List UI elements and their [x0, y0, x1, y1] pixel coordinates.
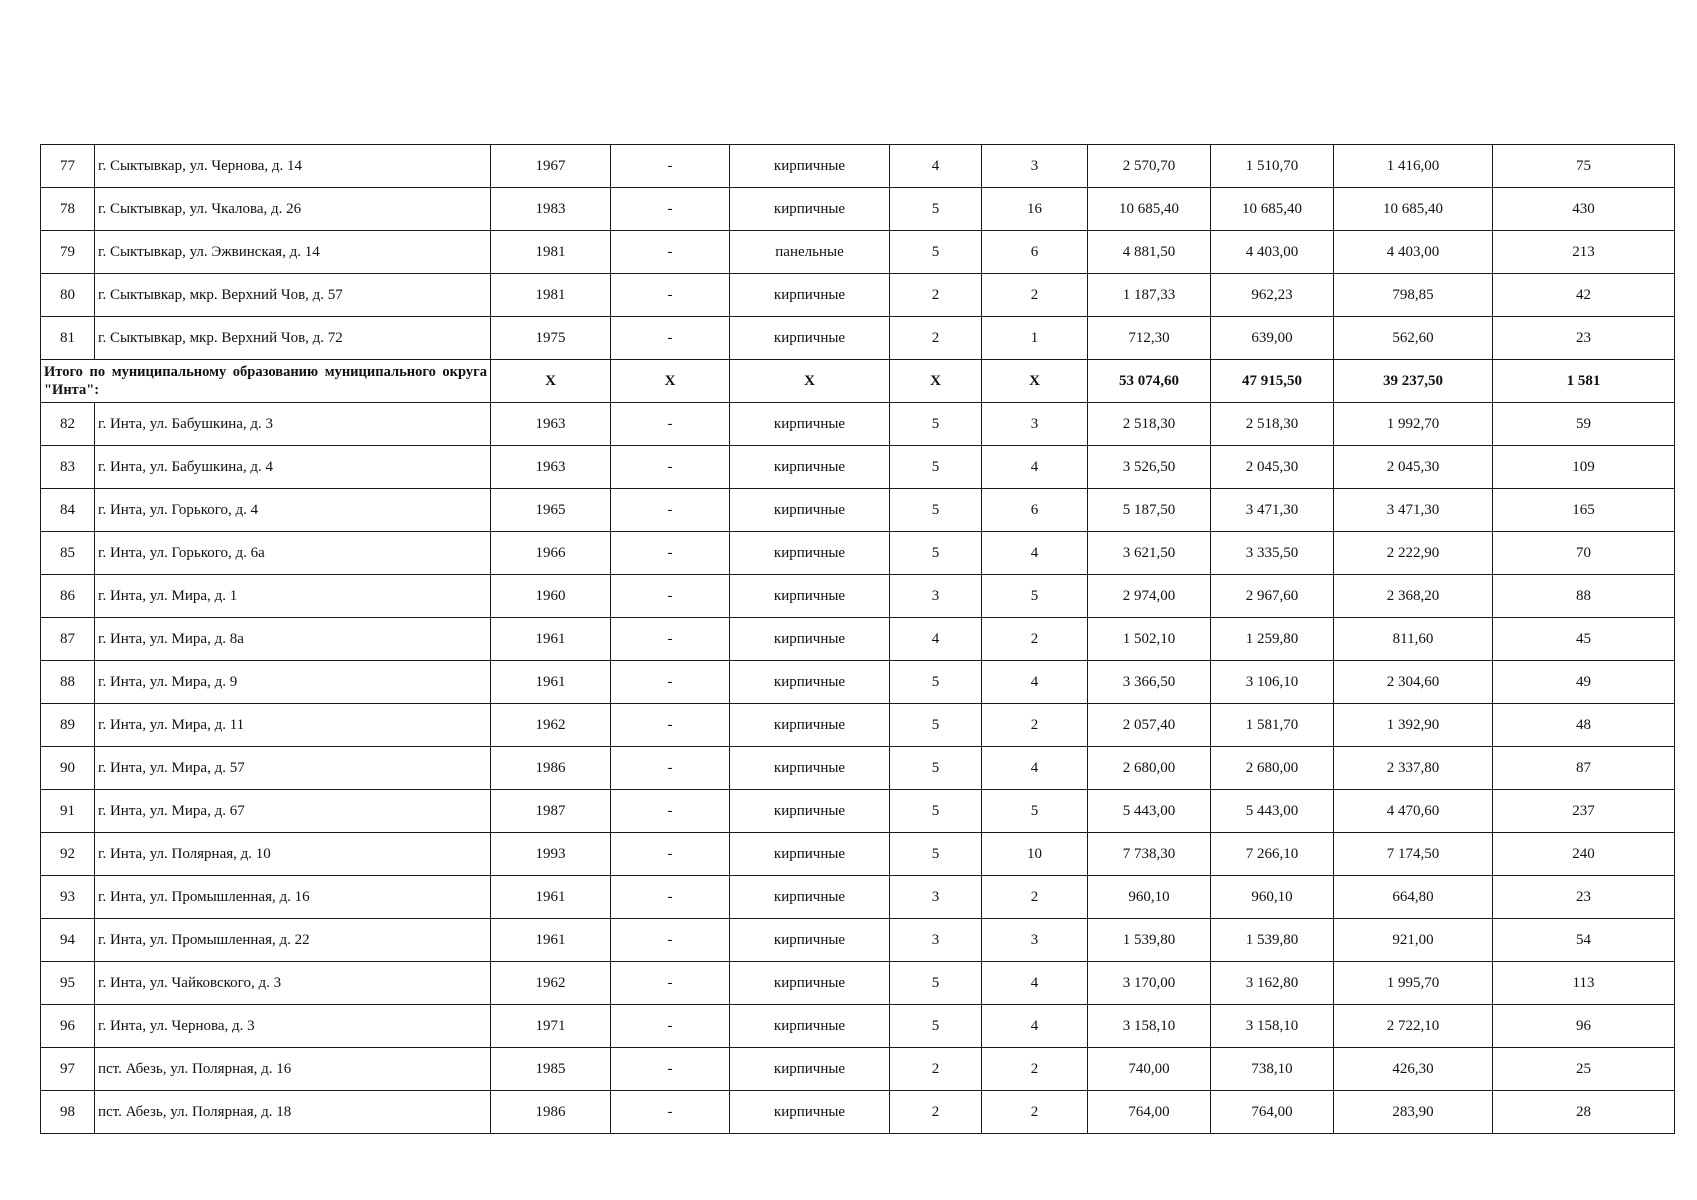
cell-area-private: 664,80 — [1334, 876, 1493, 919]
cell-entrances: 2 — [982, 1048, 1088, 1091]
cell-dash: - — [611, 231, 730, 274]
cell-area-private: 2 045,30 — [1334, 446, 1493, 489]
cell-floors: 5 — [890, 962, 982, 1005]
cell-residents: 237 — [1493, 790, 1675, 833]
cell-wall-material: кирпичные — [730, 747, 890, 790]
cell-residents: 430 — [1493, 188, 1675, 231]
cell-floors: 5 — [890, 532, 982, 575]
cell-entrances: 4 — [982, 446, 1088, 489]
cell-wall-material: кирпичные — [730, 145, 890, 188]
cell-residents: 42 — [1493, 274, 1675, 317]
cell-wall-material: кирпичные — [730, 489, 890, 532]
cell-area-living: 1 510,70 — [1211, 145, 1334, 188]
cell-area-living: 1 259,80 — [1211, 618, 1334, 661]
cell-area-private: 2 337,80 — [1334, 747, 1493, 790]
cell-year: 1963 — [491, 403, 611, 446]
cell-area-private: 7 174,50 — [1334, 833, 1493, 876]
cell-wall-material: кирпичные — [730, 790, 890, 833]
cell-area-living: 1 581,70 — [1211, 704, 1334, 747]
cell-address: г. Сыктывкар, мкр. Верхний Чов, д. 72 — [95, 317, 491, 360]
table-row — [41, 231, 1675, 274]
subtotal-area-total: 53 074,60 — [1088, 360, 1211, 403]
table-row — [41, 446, 1675, 489]
cell-wall-material: кирпичные — [730, 446, 890, 489]
cell-floors: 2 — [890, 1048, 982, 1091]
cell-area-total: 960,10 — [1088, 876, 1211, 919]
cell-dash: - — [611, 532, 730, 575]
cell-wall-material: кирпичные — [730, 1091, 890, 1134]
cell-dash: - — [611, 790, 730, 833]
cell-dash: - — [611, 489, 730, 532]
cell-area-total: 3 366,50 — [1088, 661, 1211, 704]
cell-area-living: 960,10 — [1211, 876, 1334, 919]
cell-dash: - — [611, 188, 730, 231]
cell-residents: 75 — [1493, 145, 1675, 188]
cell-year: 1981 — [491, 231, 611, 274]
cell-area-total: 3 170,00 — [1088, 962, 1211, 1005]
cell-address: г. Инта, ул. Горького, д. 6а — [95, 532, 491, 575]
cell-address: г. Инта, ул. Мира, д. 67 — [95, 790, 491, 833]
cell-dash: - — [611, 919, 730, 962]
cell-area-living: 3 335,50 — [1211, 532, 1334, 575]
subtotal-x-year: X — [491, 360, 611, 403]
cell-dash: - — [611, 876, 730, 919]
cell-area-living: 1 539,80 — [1211, 919, 1334, 962]
table-row — [41, 403, 1675, 446]
cell-wall-material: кирпичные — [730, 833, 890, 876]
cell-number: 87 — [41, 618, 95, 661]
cell-number: 77 — [41, 145, 95, 188]
table-body-after-subtotal — [41, 403, 1675, 1134]
cell-area-living: 738,10 — [1211, 1048, 1334, 1091]
cell-number: 98 — [41, 1091, 95, 1134]
cell-residents: 96 — [1493, 1005, 1675, 1048]
cell-floors: 5 — [890, 489, 982, 532]
cell-year: 1961 — [491, 661, 611, 704]
cell-area-total: 5 443,00 — [1088, 790, 1211, 833]
cell-address: г. Инта, ул. Чернова, д. 3 — [95, 1005, 491, 1048]
cell-address: пст. Абезь, ул. Полярная, д. 16 — [95, 1048, 491, 1091]
cell-residents: 87 — [1493, 747, 1675, 790]
cell-residents: 23 — [1493, 317, 1675, 360]
cell-area-living: 3 106,10 — [1211, 661, 1334, 704]
table-row — [41, 661, 1675, 704]
cell-area-living: 5 443,00 — [1211, 790, 1334, 833]
cell-wall-material: кирпичные — [730, 962, 890, 1005]
cell-wall-material: кирпичные — [730, 1005, 890, 1048]
cell-area-living: 3 162,80 — [1211, 962, 1334, 1005]
cell-residents: 48 — [1493, 704, 1675, 747]
cell-area-private: 1 992,70 — [1334, 403, 1493, 446]
cell-area-total: 2 680,00 — [1088, 747, 1211, 790]
table-row — [41, 876, 1675, 919]
subtotal-x-dash: X — [611, 360, 730, 403]
table-row — [41, 1091, 1675, 1134]
cell-number: 91 — [41, 790, 95, 833]
cell-residents: 23 — [1493, 876, 1675, 919]
cell-number: 90 — [41, 747, 95, 790]
cell-year: 1987 — [491, 790, 611, 833]
subtotal-label: Итого по муниципальному образованию муниципального округа "Инта": — [41, 360, 491, 403]
cell-residents: 59 — [1493, 403, 1675, 446]
cell-address: г. Инта, ул. Мира, д. 1 — [95, 575, 491, 618]
cell-area-total: 5 187,50 — [1088, 489, 1211, 532]
cell-number: 81 — [41, 317, 95, 360]
cell-address: г. Инта, ул. Мира, д. 9 — [95, 661, 491, 704]
cell-entrances: 5 — [982, 790, 1088, 833]
cell-floors: 4 — [890, 618, 982, 661]
cell-wall-material: кирпичные — [730, 188, 890, 231]
cell-floors: 3 — [890, 919, 982, 962]
cell-floors: 5 — [890, 790, 982, 833]
cell-area-living: 764,00 — [1211, 1091, 1334, 1134]
cell-dash: - — [611, 317, 730, 360]
table-row — [41, 317, 1675, 360]
cell-address: г. Инта, ул. Бабушкина, д. 3 — [95, 403, 491, 446]
cell-entrances: 4 — [982, 747, 1088, 790]
table-row — [41, 618, 1675, 661]
cell-number: 82 — [41, 403, 95, 446]
table-row — [41, 274, 1675, 317]
table-row — [41, 532, 1675, 575]
cell-year: 1966 — [491, 532, 611, 575]
table-row — [41, 962, 1675, 1005]
cell-dash: - — [611, 1091, 730, 1134]
cell-wall-material: кирпичные — [730, 532, 890, 575]
cell-number: 96 — [41, 1005, 95, 1048]
cell-floors: 2 — [890, 317, 982, 360]
cell-floors: 5 — [890, 231, 982, 274]
cell-area-private: 921,00 — [1334, 919, 1493, 962]
cell-area-total: 3 526,50 — [1088, 446, 1211, 489]
cell-entrances: 4 — [982, 661, 1088, 704]
cell-area-living: 639,00 — [1211, 317, 1334, 360]
cell-area-total: 3 158,10 — [1088, 1005, 1211, 1048]
cell-wall-material: кирпичные — [730, 618, 890, 661]
cell-number: 95 — [41, 962, 95, 1005]
cell-area-private: 798,85 — [1334, 274, 1493, 317]
cell-floors: 2 — [890, 1091, 982, 1134]
cell-area-living: 2 967,60 — [1211, 575, 1334, 618]
cell-number: 88 — [41, 661, 95, 704]
cell-year: 1986 — [491, 1091, 611, 1134]
table-row — [41, 145, 1675, 188]
cell-area-total: 2 570,70 — [1088, 145, 1211, 188]
table-row — [41, 747, 1675, 790]
cell-area-private: 426,30 — [1334, 1048, 1493, 1091]
table-row — [41, 704, 1675, 747]
subtotal-x-floors: X — [890, 360, 982, 403]
cell-floors: 5 — [890, 446, 982, 489]
table-row — [41, 489, 1675, 532]
cell-floors: 5 — [890, 403, 982, 446]
cell-entrances: 3 — [982, 403, 1088, 446]
cell-dash: - — [611, 403, 730, 446]
cell-wall-material: кирпичные — [730, 274, 890, 317]
cell-wall-material: кирпичные — [730, 403, 890, 446]
cell-number: 80 — [41, 274, 95, 317]
cell-area-private: 283,90 — [1334, 1091, 1493, 1134]
cell-number: 97 — [41, 1048, 95, 1091]
cell-entrances: 5 — [982, 575, 1088, 618]
cell-number: 92 — [41, 833, 95, 876]
cell-number: 86 — [41, 575, 95, 618]
cell-entrances: 4 — [982, 532, 1088, 575]
cell-year: 1993 — [491, 833, 611, 876]
cell-floors: 5 — [890, 188, 982, 231]
cell-dash: - — [611, 704, 730, 747]
cell-year: 1965 — [491, 489, 611, 532]
cell-floors: 3 — [890, 575, 982, 618]
cell-wall-material: кирпичные — [730, 1048, 890, 1091]
cell-entrances: 6 — [982, 489, 1088, 532]
cell-year: 1971 — [491, 1005, 611, 1048]
cell-number: 78 — [41, 188, 95, 231]
cell-area-private: 3 471,30 — [1334, 489, 1493, 532]
cell-residents: 25 — [1493, 1048, 1675, 1091]
cell-residents: 54 — [1493, 919, 1675, 962]
cell-area-total: 764,00 — [1088, 1091, 1211, 1134]
cell-dash: - — [611, 1048, 730, 1091]
cell-wall-material: кирпичные — [730, 876, 890, 919]
cell-area-total: 7 738,30 — [1088, 833, 1211, 876]
cell-floors: 2 — [890, 274, 982, 317]
cell-dash: - — [611, 962, 730, 1005]
cell-entrances: 10 — [982, 833, 1088, 876]
cell-area-private: 2 368,20 — [1334, 575, 1493, 618]
cell-area-total: 1 502,10 — [1088, 618, 1211, 661]
cell-area-private: 4 403,00 — [1334, 231, 1493, 274]
cell-entrances: 3 — [982, 919, 1088, 962]
table-row — [41, 575, 1675, 618]
cell-year: 1985 — [491, 1048, 611, 1091]
subtotal-x-material: X — [730, 360, 890, 403]
cell-entrances: 3 — [982, 145, 1088, 188]
cell-residents: 49 — [1493, 661, 1675, 704]
cell-area-private: 10 685,40 — [1334, 188, 1493, 231]
cell-area-total: 4 881,50 — [1088, 231, 1211, 274]
cell-wall-material: кирпичные — [730, 919, 890, 962]
cell-year: 1986 — [491, 747, 611, 790]
cell-year: 1961 — [491, 919, 611, 962]
cell-address: г. Сыктывкар, мкр. Верхний Чов, д. 57 — [95, 274, 491, 317]
cell-entrances: 2 — [982, 274, 1088, 317]
cell-wall-material: панельные — [730, 231, 890, 274]
cell-year: 1961 — [491, 618, 611, 661]
cell-area-living: 3 471,30 — [1211, 489, 1334, 532]
cell-area-total: 3 621,50 — [1088, 532, 1211, 575]
cell-residents: 88 — [1493, 575, 1675, 618]
cell-address: пст. Абезь, ул. Полярная, д. 18 — [95, 1091, 491, 1134]
housing-registry-table — [40, 144, 1675, 1134]
table-row — [41, 790, 1675, 833]
subtotal-row — [41, 360, 1675, 403]
cell-address: г. Инта, ул. Чайковского, д. 3 — [95, 962, 491, 1005]
cell-address: г. Инта, ул. Промышленная, д. 22 — [95, 919, 491, 962]
cell-entrances: 1 — [982, 317, 1088, 360]
cell-entrances: 4 — [982, 1005, 1088, 1048]
cell-number: 89 — [41, 704, 95, 747]
cell-year: 1962 — [491, 962, 611, 1005]
cell-area-private: 811,60 — [1334, 618, 1493, 661]
cell-area-private: 1 416,00 — [1334, 145, 1493, 188]
cell-address: г. Инта, ул. Мира, д. 8а — [95, 618, 491, 661]
cell-floors: 5 — [890, 704, 982, 747]
cell-floors: 5 — [890, 747, 982, 790]
cell-dash: - — [611, 274, 730, 317]
cell-area-private: 1 392,90 — [1334, 704, 1493, 747]
cell-wall-material: кирпичные — [730, 704, 890, 747]
cell-area-total: 1 539,80 — [1088, 919, 1211, 962]
cell-year: 1983 — [491, 188, 611, 231]
cell-area-private: 562,60 — [1334, 317, 1493, 360]
cell-residents: 240 — [1493, 833, 1675, 876]
cell-area-total: 2 518,30 — [1088, 403, 1211, 446]
cell-area-living: 2 680,00 — [1211, 747, 1334, 790]
cell-area-private: 2 304,60 — [1334, 661, 1493, 704]
cell-dash: - — [611, 145, 730, 188]
cell-residents: 113 — [1493, 962, 1675, 1005]
cell-dash: - — [611, 747, 730, 790]
cell-area-total: 740,00 — [1088, 1048, 1211, 1091]
cell-wall-material: кирпичные — [730, 661, 890, 704]
cell-year: 1975 — [491, 317, 611, 360]
cell-address: г. Инта, ул. Бабушкина, д. 4 — [95, 446, 491, 489]
cell-number: 79 — [41, 231, 95, 274]
cell-floors: 5 — [890, 1005, 982, 1048]
cell-year: 1967 — [491, 145, 611, 188]
cell-floors: 5 — [890, 833, 982, 876]
cell-area-living: 2 518,30 — [1211, 403, 1334, 446]
subtotal-x-entrances: X — [982, 360, 1088, 403]
cell-residents: 28 — [1493, 1091, 1675, 1134]
cell-number: 85 — [41, 532, 95, 575]
cell-address: г. Сыктывкар, ул. Эжвинская, д. 14 — [95, 231, 491, 274]
cell-number: 84 — [41, 489, 95, 532]
cell-dash: - — [611, 1005, 730, 1048]
table-row — [41, 833, 1675, 876]
cell-entrances: 2 — [982, 618, 1088, 661]
cell-address: г. Инта, ул. Промышленная, д. 16 — [95, 876, 491, 919]
cell-dash: - — [611, 833, 730, 876]
cell-area-total: 712,30 — [1088, 317, 1211, 360]
cell-residents: 165 — [1493, 489, 1675, 532]
cell-area-living: 7 266,10 — [1211, 833, 1334, 876]
table-row — [41, 1048, 1675, 1091]
cell-area-total: 10 685,40 — [1088, 188, 1211, 231]
cell-wall-material: кирпичные — [730, 317, 890, 360]
cell-year: 1962 — [491, 704, 611, 747]
cell-area-private: 4 470,60 — [1334, 790, 1493, 833]
cell-residents: 109 — [1493, 446, 1675, 489]
subtotal-area-living: 47 915,50 — [1211, 360, 1334, 403]
cell-address: г. Сыктывкар, ул. Чкалова, д. 26 — [95, 188, 491, 231]
cell-address: г. Сыктывкар, ул. Чернова, д. 14 — [95, 145, 491, 188]
cell-entrances: 2 — [982, 876, 1088, 919]
cell-address: г. Инта, ул. Горького, д. 4 — [95, 489, 491, 532]
cell-area-private: 2 722,10 — [1334, 1005, 1493, 1048]
cell-address: г. Инта, ул. Полярная, д. 10 — [95, 833, 491, 876]
cell-area-private: 1 995,70 — [1334, 962, 1493, 1005]
table-row — [41, 188, 1675, 231]
cell-residents: 70 — [1493, 532, 1675, 575]
cell-residents: 213 — [1493, 231, 1675, 274]
subtotal-area-private: 39 237,50 — [1334, 360, 1493, 403]
cell-number: 83 — [41, 446, 95, 489]
cell-dash: - — [611, 446, 730, 489]
cell-floors: 5 — [890, 661, 982, 704]
cell-area-living: 4 403,00 — [1211, 231, 1334, 274]
cell-entrances: 2 — [982, 1091, 1088, 1134]
cell-area-total: 1 187,33 — [1088, 274, 1211, 317]
cell-area-living: 3 158,10 — [1211, 1005, 1334, 1048]
cell-entrances: 16 — [982, 188, 1088, 231]
cell-dash: - — [611, 618, 730, 661]
cell-year: 1963 — [491, 446, 611, 489]
subtotal-residents: 1 581 — [1493, 360, 1675, 403]
table-body-subtotal — [41, 360, 1675, 403]
cell-year: 1981 — [491, 274, 611, 317]
cell-floors: 3 — [890, 876, 982, 919]
cell-entrances: 2 — [982, 704, 1088, 747]
cell-address: г. Инта, ул. Мира, д. 57 — [95, 747, 491, 790]
cell-area-living: 962,23 — [1211, 274, 1334, 317]
cell-entrances: 4 — [982, 962, 1088, 1005]
cell-area-living: 10 685,40 — [1211, 188, 1334, 231]
cell-number: 94 — [41, 919, 95, 962]
cell-area-living: 2 045,30 — [1211, 446, 1334, 489]
cell-address: г. Инта, ул. Мира, д. 11 — [95, 704, 491, 747]
cell-area-private: 2 222,90 — [1334, 532, 1493, 575]
cell-wall-material: кирпичные — [730, 575, 890, 618]
cell-dash: - — [611, 661, 730, 704]
cell-year: 1961 — [491, 876, 611, 919]
cell-floors: 4 — [890, 145, 982, 188]
cell-area-total: 2 057,40 — [1088, 704, 1211, 747]
table-row — [41, 919, 1675, 962]
cell-year: 1960 — [491, 575, 611, 618]
cell-number: 93 — [41, 876, 95, 919]
table-body-before-subtotal — [41, 145, 1675, 360]
cell-area-total: 2 974,00 — [1088, 575, 1211, 618]
table-row — [41, 1005, 1675, 1048]
cell-dash: - — [611, 575, 730, 618]
cell-entrances: 6 — [982, 231, 1088, 274]
cell-residents: 45 — [1493, 618, 1675, 661]
